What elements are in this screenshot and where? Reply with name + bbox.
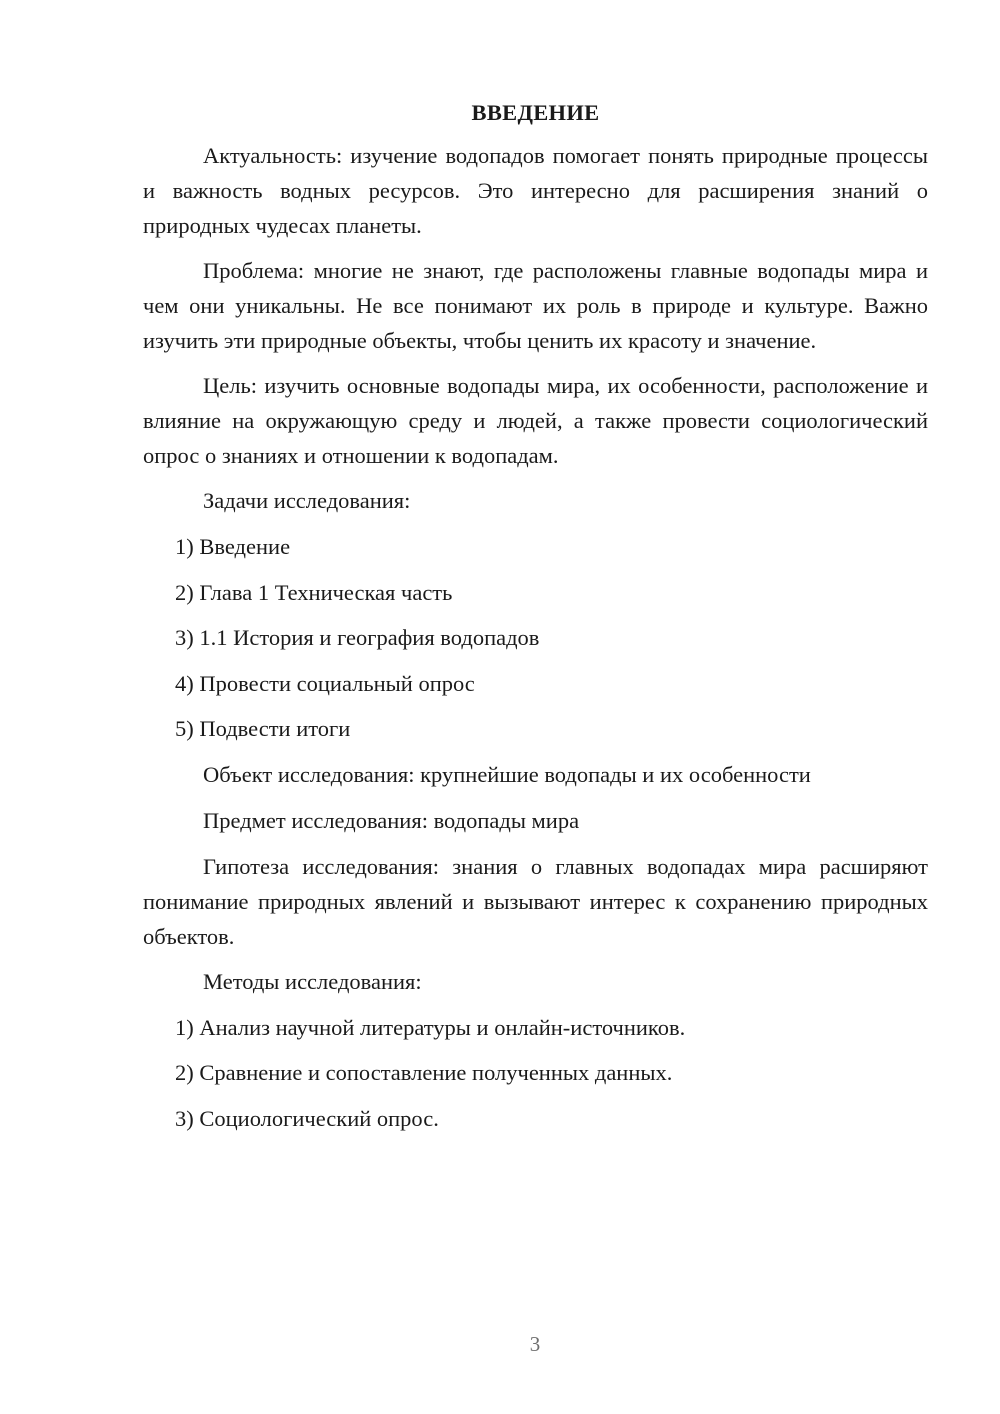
section-title: ВВЕДЕНИЕ <box>471 100 600 125</box>
tasks-heading: Задачи исследования: <box>203 488 411 513</box>
relevance-paragraph: Актуальность: изучение водопадов помогает понять природные процессы и важность водных ресурсов. Это интересно для расширения знаний о природных чудесах планеты. <box>143 143 928 238</box>
task-item: 1) Введение <box>175 534 291 559</box>
task-item: 3) 1.1 История и география водопадов <box>175 625 540 650</box>
method-item: 2) Сравнение и сопоставление полученных данных. <box>175 1060 673 1085</box>
methods-heading: Методы исследования: <box>203 968 422 994</box>
hypothesis-paragraph: Гипотеза исследования: знания о главных водопадах мира расширяют понимание природных явлений и вызывают интерес к сохранению природных объектов. <box>143 853 928 949</box>
goal-paragraph: Цель: изучить основные водопады мира, их особенности, расположение и влияние на окружающую среду и людей, а также провести социологический опрос о знаниях и отношении к водопадам. <box>143 373 928 468</box>
task-item: 2) Глава 1 Техническая часть <box>175 579 453 605</box>
subject-paragraph: Предмет исследования: водопады мира <box>203 807 580 833</box>
problem-paragraph: Проблема: многие не знают, где расположены главные водопады мира и чем они уникальны. Не все понимают их роль в природе и культуре. Важно изучить эти природные объекты, чтобы ценить их красоту и значение. <box>143 258 928 353</box>
document-page <box>143 95 928 1146</box>
page-number: 3 <box>529 1332 541 1356</box>
task-item: 4) Провести социальный опрос <box>175 670 475 696</box>
task-item: 5) Подвести итоги <box>175 716 351 741</box>
object-paragraph: Объект исследования: крупнейшие водопады и их особенности <box>203 761 811 787</box>
method-item: 1) Анализ научной литературы и онлайн-источников. <box>175 1014 686 1040</box>
method-item: 3) Социологический опрос. <box>175 1105 439 1131</box>
